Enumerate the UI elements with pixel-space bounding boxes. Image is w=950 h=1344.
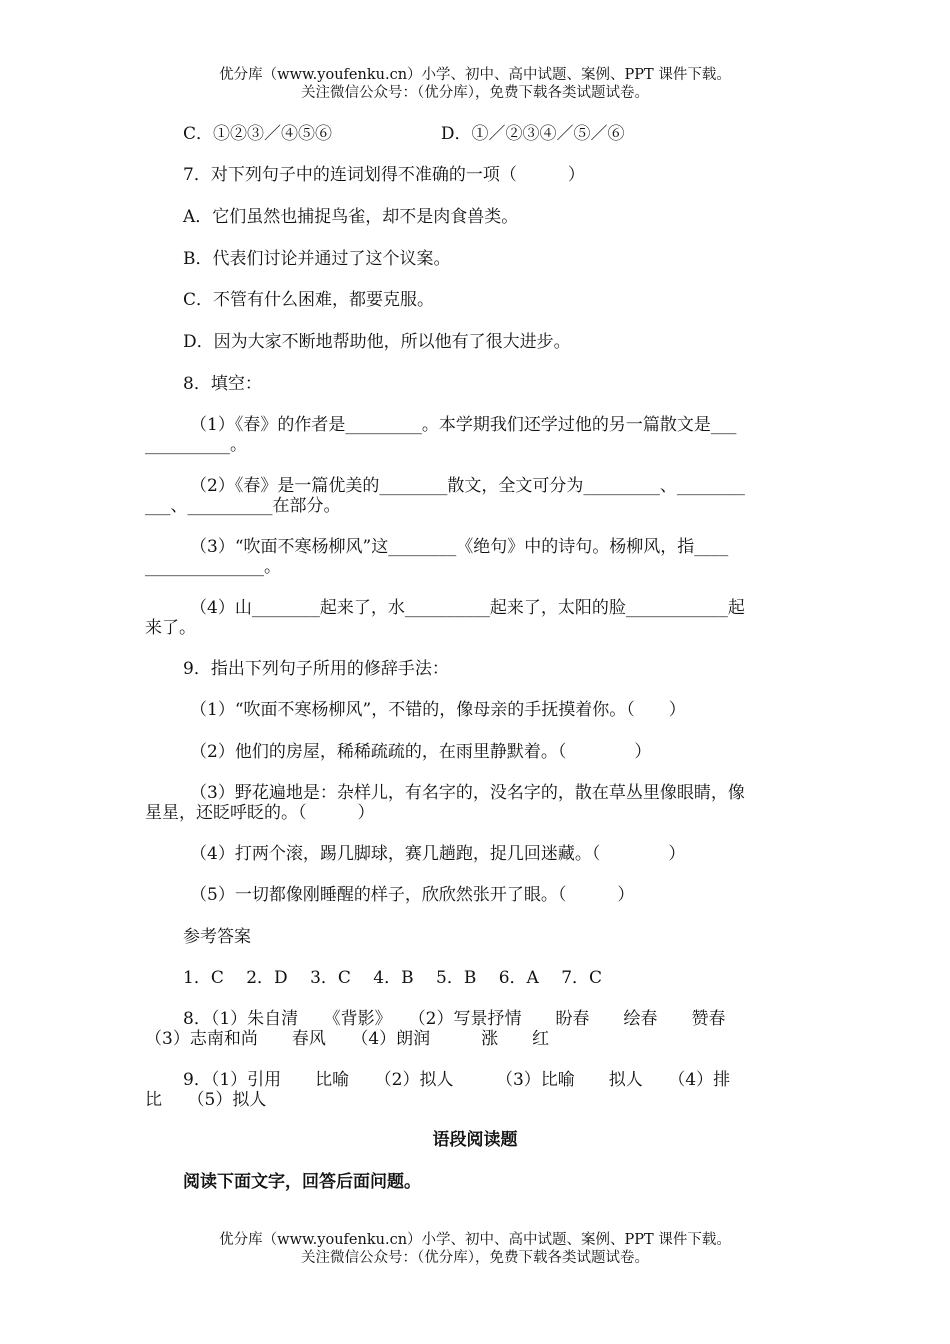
- q7-option-d: D．因为大家不断地帮助他，所以他有了很大进步。: [183, 332, 571, 352]
- q8-part2-line1: （2）《春》是一篇优美的________散文，全文可分为_________、________: [190, 476, 745, 496]
- q9-stem: 9．指出下列句子所用的修辞手法：: [183, 659, 449, 679]
- q6-option-c: C．①②③／④⑤⑥: [183, 124, 333, 144]
- q9-item3-line2: 星星，还眨呼眨的。（ ）: [145, 803, 375, 823]
- q7-option-a: A．它们虽然也捕捉鸟雀，却不是肉食兽类。: [183, 207, 519, 227]
- q9-item2: （2）他们的房屋，稀稀疏疏的，在雨里静默着。（ ）: [190, 742, 652, 762]
- q8-part2-line2: ___、__________在部分。: [145, 496, 341, 516]
- q8-part3-line2: ______________。: [145, 557, 281, 577]
- q6-options: [183, 124, 845, 144]
- q7-stem: 7．对下列句子中的连词划得不准确的一项（ ）: [183, 165, 585, 185]
- answers-line-2a: 8．（1）朱自清 《背影》 （2）写景抒情 盼春 绘春 赞春: [183, 1009, 726, 1029]
- answers-line-3a: 9．（1）引用 比喻 （2）拟人 （3）比喻 拟人 （4）排: [183, 1070, 731, 1090]
- q9-item3-line1: （3）野花遍地是：杂样儿，有名字的，没名字的，散在草丛里像眼睛，像: [190, 783, 745, 803]
- section-instruction: 阅读下面文字，回答后面问题。: [183, 1172, 421, 1192]
- answers-line-3b: 比 （5）拟人: [145, 1090, 267, 1110]
- answers-heading: 参考答案: [183, 927, 251, 947]
- answers-line-2b: （3）志南和尚 春风 （4）朗润 涨 红: [145, 1029, 550, 1049]
- q7-option-c: C．不管有什么困难，都要克服。: [183, 290, 435, 310]
- page-header: [0, 66, 950, 102]
- q8-part4-line1: （4）山________起来了，水__________起来了，太阳的脸____________起: [190, 598, 745, 618]
- q6-option-d: D．①／②③④／⑤／⑥: [440, 124, 625, 144]
- answers-line-1: 1．C 2．D 3．C 4．B 5．B 6．A 7．C: [183, 968, 603, 988]
- header-line-2: 关注微信公众号：（优分库），免费下载各类试题试卷。: [301, 85, 649, 101]
- q8-part4-line2: 来了。: [145, 618, 196, 638]
- q8-part1-line1: （1）《春》的作者是_________。本学期我们还学过他的另一篇散文是___: [190, 415, 737, 435]
- q8-part1-line2: __________。: [145, 435, 247, 455]
- q9-item1: （1）“吹面不寒杨柳风”，不错的，像母亲的手抚摸着你。（ ）: [190, 700, 686, 720]
- q8-part3-line1: （3）“吹面不寒杨柳风”这________《绝句》中的诗句。杨柳风，指____: [190, 537, 729, 557]
- q9-item4: （4）打两个滚，踢几脚球，赛几趟跑，捉几回迷藏。（ ）: [190, 844, 686, 864]
- q7-option-b: B．代表们讨论并通过了这个议案。: [183, 249, 451, 269]
- footer-line-2: 关注微信公众号：（优分库），免费下载各类试题试卷。: [301, 1250, 649, 1266]
- footer-line-1: 优分库（www.youfenku.cn）小学、初中、高中试题、案例、PPT 课件下载。: [219, 1232, 731, 1248]
- q8-stem: 8．填空：: [183, 374, 262, 394]
- section-title: 语段阅读题: [432, 1130, 518, 1150]
- page-footer: [0, 1231, 950, 1267]
- q9-item5: （5）一切都像刚睡醒的样子，欣欣然张开了眼。（ ）: [190, 885, 635, 905]
- header-line-1: 优分库（www.youfenku.cn）小学、初中、高中试题、案例、PPT 课件下载。: [219, 67, 731, 83]
